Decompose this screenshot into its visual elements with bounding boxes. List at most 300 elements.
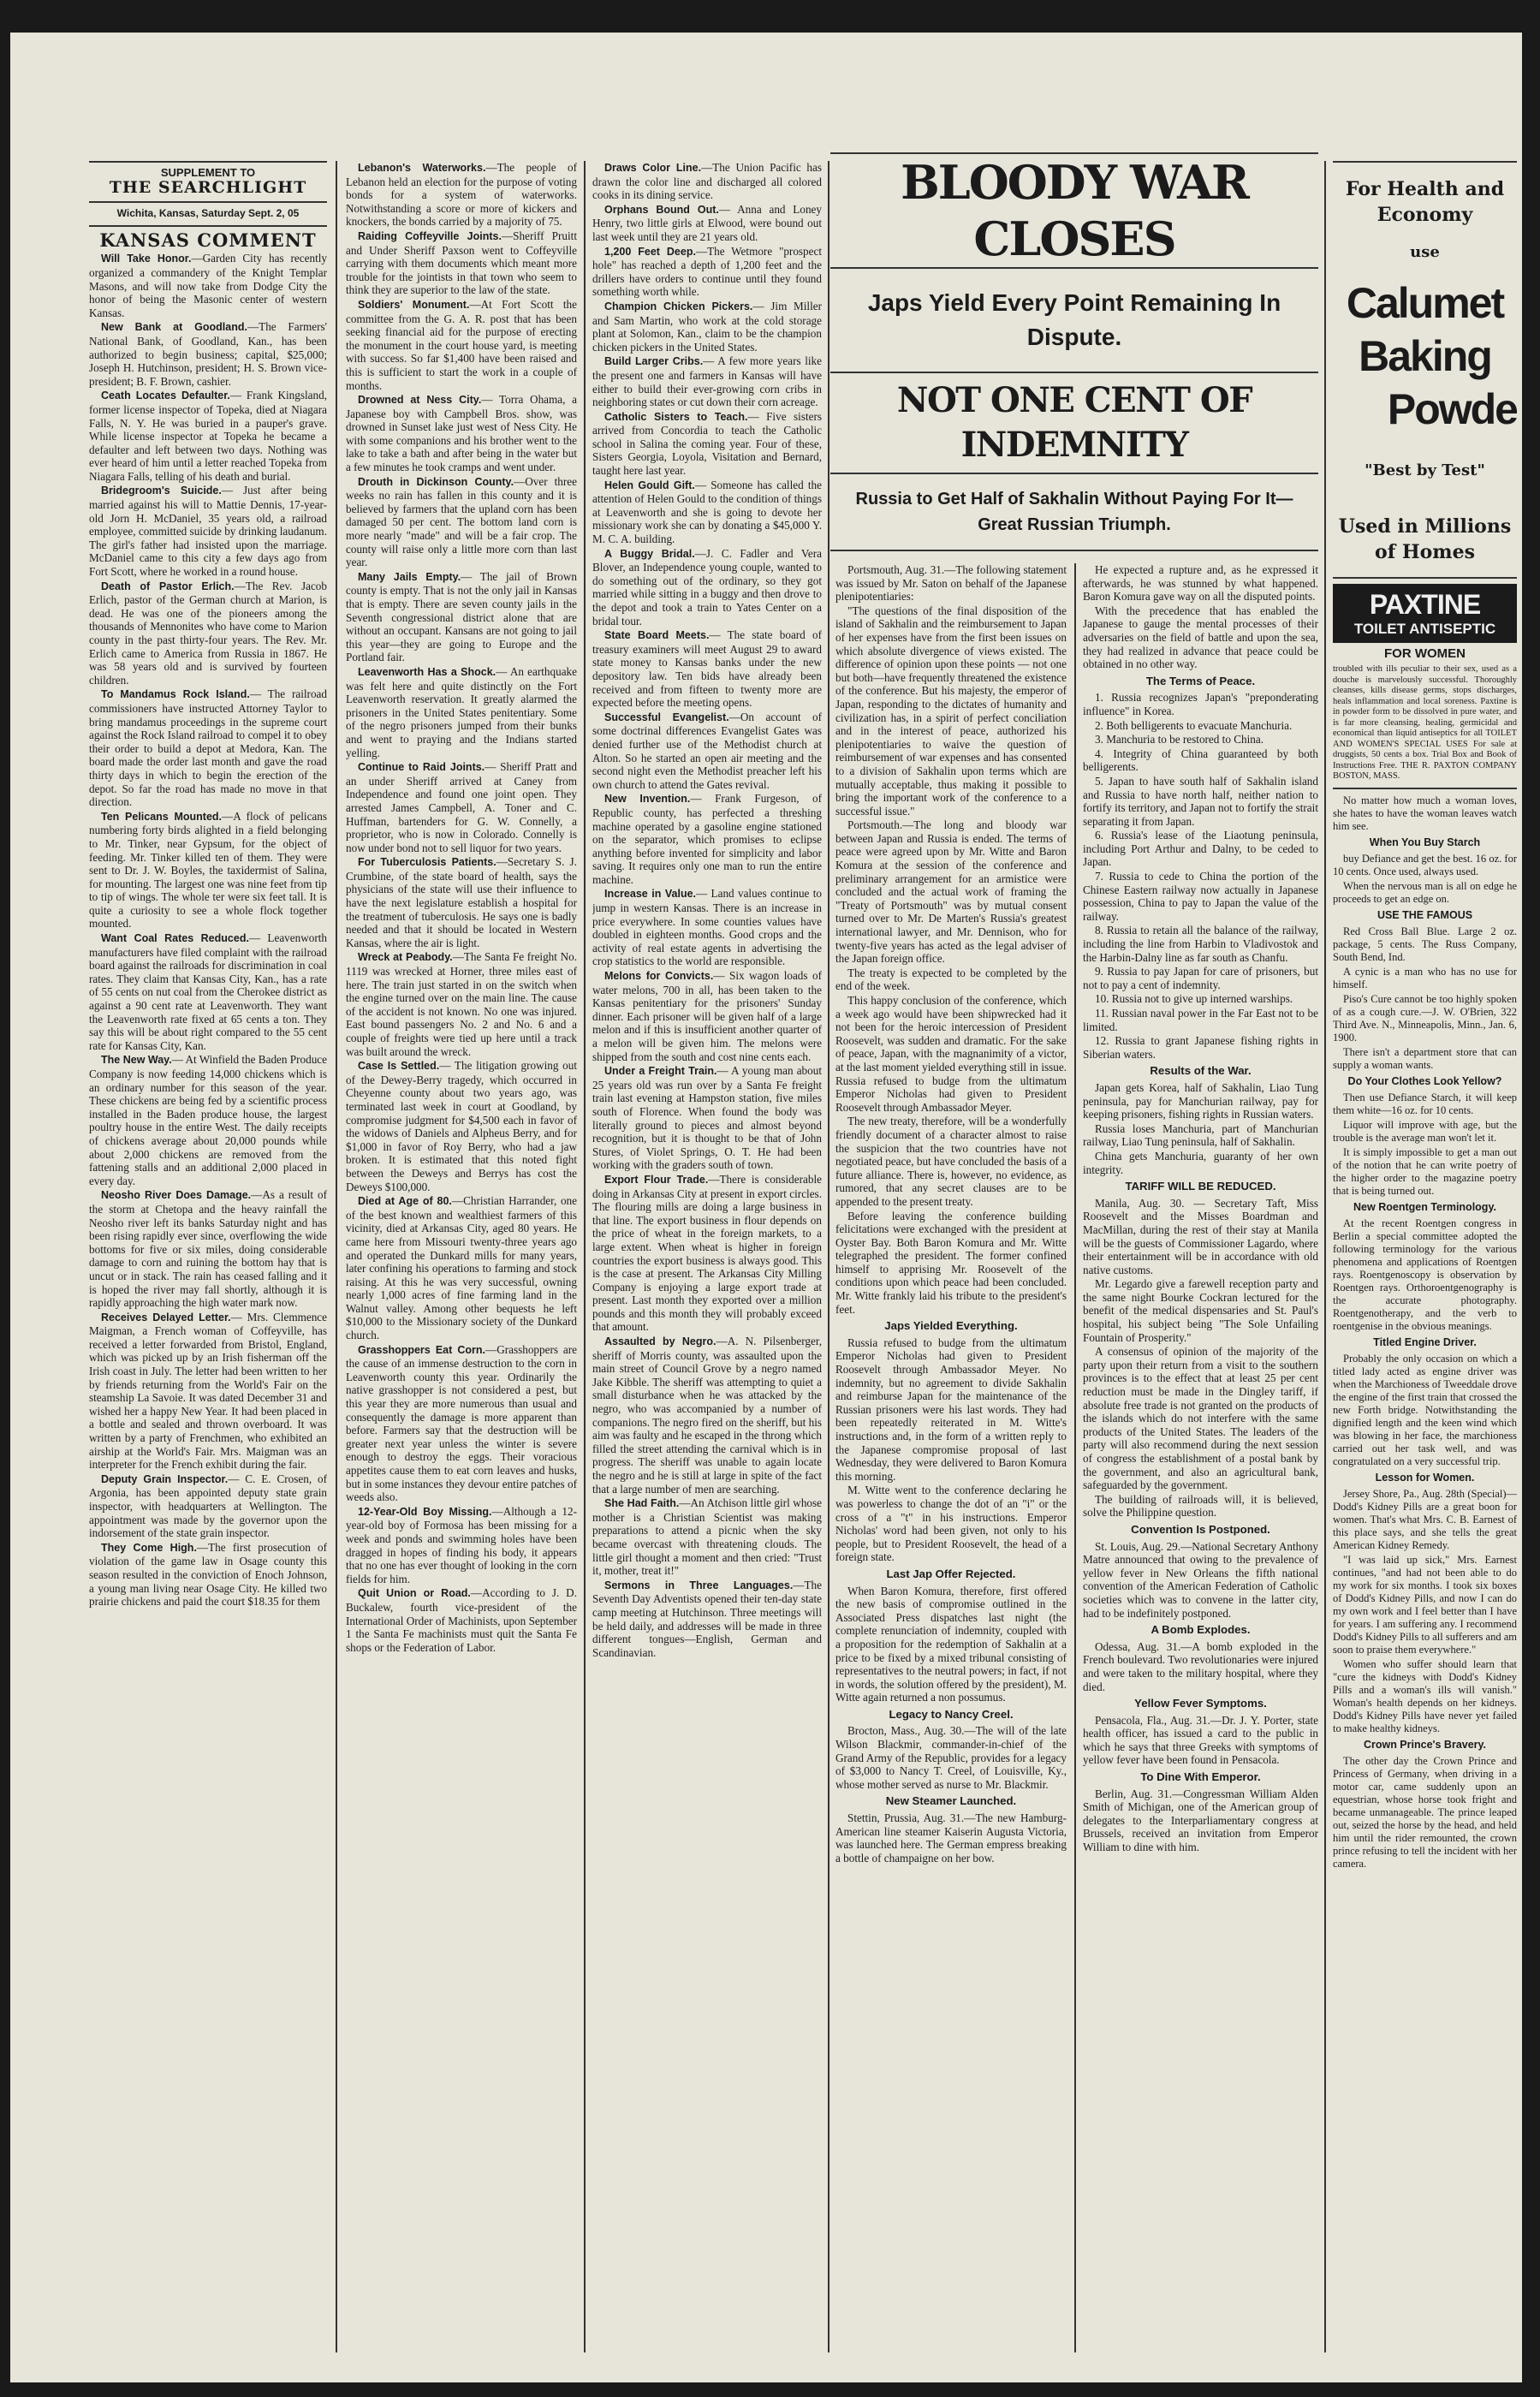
article-subhead: Crown Prince's Bravery. xyxy=(1363,1738,1487,1751)
article-paragraph xyxy=(592,711,822,792)
article-subhead: Japs Yielded Everything. xyxy=(884,1319,1018,1333)
article-body: 3. Manchuria to be restored to China. xyxy=(1095,733,1264,746)
article-subhead: New Roentgen Terminology. xyxy=(1353,1200,1496,1213)
paxtine-text: troubled with ills peculiar to their sex, used as a douche is marvelously successful. Thoroughly cleanses, kills disease germs, stops discharges, heals inflammation and local soreness. Paxtine is in powder form to be dissolved in pure water, and is far more cleansing, healing, germicidal and economical than liquid antiseptics for all TOILET AND WOMEN'S SPECIAL USES For sale at druggists, 50 cents a box. Trial Box and Book of Instructions Free. THE R. PAXTON COMPANY BOSTON, MASS. xyxy=(1333,664,1517,781)
article-paragraph xyxy=(89,931,327,1052)
article-body: Berlin, Aug. 31.—Congressman William Alden Smith of Michigan, one of the American group of delegates to the Interparliamentary congress at Brussels, received an invitation from Emperor William to dine with him. xyxy=(1083,1787,1318,1854)
article-body: — A few more years like the present one and farmers in Kansas will have either to build their ever-growing corn cribs in neighboring states or cut down their corn acreage. xyxy=(592,354,822,409)
article-body: —J. C. Fadler and Vera Blover, an Independence young couple, wanted to do something out of the ordinary, so they got married while sitting in a buggy and then drove to the depot and took a train to Yates Center on a bridal tour. xyxy=(592,546,822,628)
article-headline: Catholic Sisters to Teach. xyxy=(604,410,748,423)
article-headline: Assaulted by Negro. xyxy=(604,1335,716,1348)
article-headline: New Invention. xyxy=(604,793,691,806)
column-rule xyxy=(1074,563,1076,2352)
article-paragraph xyxy=(1083,992,1318,1006)
article-body: Liquor will improve with age, but the trouble is the average man won't let it. xyxy=(1333,1118,1517,1144)
article-body: — Mrs. Clemmence Maigman, a French woman of Coffeyville, has received a letter forwarded from Bristol, England, which was picked up by an Irish fisherman off the Irish coast in July. The letter had been written to her by friends returning from the World's Fair on the steamship La Savoie. It was dated December 31 and wished her a happy New Year. It had been placed in a bottle and sealed and thrown overboard. It was written by a party of Frenchmen, who exhibited an airship at the World's Fair. Mrs. Maigman was an interpreter for the French exhibit during the fair. xyxy=(89,1310,327,1472)
paxtine-ad xyxy=(1333,579,1517,789)
article-paragraph xyxy=(346,1059,577,1193)
article-body: — Sheriff Pratt and an under Sheriff arrived at Caney from Independence and found one joint open. They arrested James Campbell, A. Toner and C. Huffman, bartenders for G. W. Connelly, a proprietor, who is now in Colorado. Connelly is now under bond not to sell liquor for two years. xyxy=(346,760,577,854)
article-paragraph xyxy=(1083,829,1318,869)
article-body: Probably the only occasion on which a titled lady acted as engine driver was when the Marchioness of Tweeddale drove the engine of the first train that crossed the new Forth bridge. Notwithstanding the dignified length and the keen wind which was blowing in her face, the marchioness carried out her task well, and was congratulated on a very successful trip. xyxy=(1333,1352,1517,1467)
dateline: Wichita, Kansas, Saturday Sept. 2, 05 xyxy=(89,201,327,227)
article-paragraph xyxy=(835,1484,1067,1564)
article-paragraph xyxy=(89,484,327,578)
article-body: —The Farmers' National Bank, of Goodland, Kan., has been authorized to begin business; capital, $25,000; Joseph H. Hutchinson, president; H. S. Brown vice-president; B. F. Brown, cashier. xyxy=(89,320,327,388)
calumet-powder: Powde xyxy=(1387,385,1517,433)
article-paragraph xyxy=(346,1586,577,1654)
article-paragraph xyxy=(1083,1540,1318,1621)
article-subhead: Convention Is Postponed. xyxy=(1131,1522,1270,1536)
article-body: 9. Russia to pay Japan for care of prisoners, but not to pay a cent of indemnity. xyxy=(1083,965,1318,991)
article-paragraph xyxy=(89,1053,327,1187)
supplement-label: SUPPLEMENT TO xyxy=(89,161,327,180)
article-headline: 12-Year-Old Boy Missing. xyxy=(358,1505,492,1518)
article-headline: Receives Delayed Letter. xyxy=(101,1311,231,1323)
article-body: —The Union Pacific has drawn the color line and discharged all colored cooks in its dining service. xyxy=(592,161,822,202)
article-body: Mr. Legardo give a farewell reception party and the same night Bourke Cockran lectured for the benefit of the medical dispensaries and St. Paul's hospital, his subject being "The Sole Unfailing Fountain of Prosperity." xyxy=(1083,1277,1318,1344)
article-paragraph xyxy=(835,1724,1067,1791)
article-body: — Land values continue to jump in western Kansas. There is an increase in price everywhere. In some counties values have doubled in eighteen months. Good crops and the activity of real estate agents in advertising the crop statistics to the world are responsible. xyxy=(592,887,822,968)
article-body: "I was laid up sick," Mrs. Earnest continues, "and had not been able to do my work for six months. I took six boxes of Dodd's Kidney Pills, and now I can do my own work and I feel better than I have for years. I am suffering any. I recommend Dodd's Kidney Pills to all sufferers and am soon to praise them everywhere." xyxy=(1333,1553,1517,1656)
article-paragraph xyxy=(592,410,822,478)
article-body: Brocton, Mass., Aug. 30.—The will of the late Wilson Blackmir, commander-in-chief of the Grand Army of the Republic, provides for a legacy of $3,000 to Nancy T. Creel, of Louisville, Ky., whose mother served as nurse to Mr. Blackmir. xyxy=(835,1724,1067,1791)
article-paragraph xyxy=(835,994,1067,1114)
article-body: There isn't a department store that can supply a woman wants. xyxy=(1333,1045,1517,1071)
article-paragraph xyxy=(1083,1034,1318,1061)
article-body: — The railroad commissioners have instructed Attorney Taylor to bring mandamus proceedings in the supreme court against the Rock Island railroad to compel it to obey their order to build a depot at Medora, Kan. The board made the order last month and gave the road thirty days in which to begin the erection of the depot. So far the road has made no move in that direction. xyxy=(89,687,327,809)
article-paragraph xyxy=(1333,925,1517,964)
article-subhead: Lesson for Women. xyxy=(1375,1471,1475,1484)
article-paragraph xyxy=(1333,1119,1517,1145)
article-paragraph xyxy=(1083,733,1318,746)
article-paragraph xyxy=(346,229,577,297)
article-body: — Jim Miller and Sam Martin, who work at the cold storage plant at Solomon, Kan., claim to be the champion chicken pickers in the United States. xyxy=(592,299,822,354)
article-paragraph xyxy=(1333,1554,1517,1656)
article-paragraph xyxy=(89,320,327,388)
article-paragraph xyxy=(835,1210,1067,1317)
article-headline: Draws Color Line. xyxy=(604,162,702,174)
article-body: —Secretary S. J. Crumbine, of the state board of health, says the physicians of the state will use their influence to have the next legislature establish a hospital for the treatment of tuberculosis. He says one is badly needed and that it should be located in Western Kansas, where the air is light. xyxy=(346,855,577,949)
article-paragraph xyxy=(1083,965,1318,991)
article-paragraph xyxy=(592,628,822,710)
article-body: —Although a 12-year-old boy of Formosa has been missing for a week and ponds and swimming holes have been dragged in hopes of finding his body, it appears that no one has ever thought of looking in the corn fields for him. xyxy=(346,1504,577,1585)
article-paragraph xyxy=(346,665,577,759)
article-body: M. Witte went to the conference declaring he was powerless to change the dot of an "i" or the cross of a "t" in his instructions. Emperor Nicholas' word had been given, not only to his people, but to President Roosevelt, the head of a foreign state. xyxy=(835,1484,1067,1564)
article-headline: Export Flour Trade. xyxy=(604,1173,709,1186)
article-paragraph xyxy=(346,393,577,474)
article-paragraph xyxy=(592,203,822,244)
paxtine-brand: PAXTINE xyxy=(1369,589,1481,620)
article-paragraph xyxy=(1083,924,1318,964)
article-headline: Death of Pastor Erlich. xyxy=(101,580,235,592)
column-kansas-comment-2 xyxy=(346,161,577,2352)
article-body: — Five sisters arrived from Concordia to teach the Catholic school in Salina the coming year. Four of these, Sisters Georgia, Loyola, Visitation and Bernard, taught here last year. xyxy=(592,409,822,478)
article-paragraph xyxy=(1333,966,1517,991)
article-body: 12. Russia to grant Japanese fishing rights in Siberian waters. xyxy=(1083,1034,1318,1061)
article-paragraph xyxy=(1083,1150,1318,1176)
headline-indemnity: NOT ONE CENT OF INDEMNITY xyxy=(830,373,1318,474)
article-headline: They Come High. xyxy=(101,1541,197,1554)
article-body: — Frank Kingsland, former license inspector of Topeka, died at Niagara Falls, N. Y. He was buried in a pauper's grave. While license inspector at Topeka he became a defaulter and left between two days. Nothing was ever heard of him until a letter reached Topeka from Niagara Falls, telling of his death and burial. xyxy=(89,389,327,483)
article-paragraph xyxy=(1083,747,1318,774)
article-body: —At Fort Scott the committee from the G. A. R. post that has been seeking financial aid for the purpose of erecting the monument in the court house yard, is meeting with success. So far $1,400 have been raised and this is sufficient to start the work in a couple of months. xyxy=(346,297,577,392)
article-paragraph xyxy=(592,1064,822,1172)
column-rule xyxy=(828,161,829,2352)
article-body: This happy conclusion of the conference, which a week ago would have been shipwrecked had it not been for the heroic intercession of President Roosevelt, was sudden and dramatic. For the sake of peace, Japan, with the magnanimity of a victor, at the last moment yielded everything still in issue. Russia refused to budge from the ultimatum Emperor Nicholas had given to President Roosevelt through Ambassador Meyer. xyxy=(835,994,1067,1114)
article-body: —A flock of pelicans numbering forty birds alighted in a field belonging to Mr. Tinker, near Gypsum, for the object of feeding. Mr. Tinker killed ten of them. They were sent to Dr. J. W. Boyles, the taxidermist of Salina, for mounting. The largest one was nine feet from tip to tip of wings. The whole ter were six feet tall. It is quite a curiosity to see a whole flock together mounted. xyxy=(89,809,327,931)
article-headline: Bridegroom's Suicide. xyxy=(101,485,222,497)
article-headline: New Bank at Goodland. xyxy=(101,321,247,334)
article-paragraph xyxy=(89,687,327,808)
section-title: KANSAS COMMENT xyxy=(99,229,317,251)
deck-japs-yield: Japs Yield Every Point Remaining In Dispute. xyxy=(830,269,1318,373)
article-body: Jersey Shore, Pa., Aug. 28th (Special)—Dodd's Kidney Pills are a great boon for women. That's what Mrs. C. B. Earnest of this place says, and she tells the great American Kidney Remedy. xyxy=(1333,1487,1517,1551)
article-paragraph xyxy=(346,1343,577,1504)
article-paragraph xyxy=(1083,1640,1318,1693)
article-paragraph xyxy=(1083,691,1318,717)
article-paragraph xyxy=(346,475,577,569)
article-headline: She Had Faith. xyxy=(604,1497,680,1510)
article-body: — An earthquake was felt here and quite distinctly on the Fort Leavenworth reservation. It greatly alarmed the prisoners in the United States penitentiary. Some of the negro prisoners jumped from their bunks and went to praying and the Indians started yelling. xyxy=(346,664,577,759)
article-subhead: Titled Engine Driver. xyxy=(1373,1335,1477,1348)
article-paragraph xyxy=(1333,880,1517,906)
article-body: Then use Defiance Starch, it will keep them white—16 oz. for 10 cents. xyxy=(1333,1091,1517,1116)
article-body: —Sheriff Pruitt and Under Sheriff Paxson went to Coffeyville carrying with them documents which meant more trouble for the jointists in that town who seem to think they are superior to the law of the state. xyxy=(346,229,577,297)
article-paragraph xyxy=(592,969,822,1063)
calumet-best: "Best by Test" xyxy=(1365,461,1485,479)
article-body: —Christian Harrander, one of the best known and wealthiest farmers of this vicinity, died at Arkansas City, aged 80 years. He came here from Missouri twenty-three years ago and operated the Dunkard mills for many years, later confining his operations to farming and stock raising. At this he was very successful, owning nearly 1,000 acres of fine farming land in the Walnut valley. Among other bequests he left $10,000 to the Missionary society of the Dunkard church. xyxy=(346,1194,577,1342)
article-subhead: New Steamer Launched. xyxy=(885,1794,1017,1808)
article-body: It is simply impossible to get a man out of the notion that he can write poetry of the higher order to the magazine poetry that is being turned out. xyxy=(1333,1145,1517,1197)
article-subhead: To Dine With Emperor. xyxy=(1140,1770,1261,1784)
article-subhead: When You Buy Starch xyxy=(1369,836,1481,848)
article-body: Odessa, Aug. 31.—A bomb exploded in the French boulevard. Two revolutionaries were injured and were taken to the military hospital, where they died. xyxy=(1083,1639,1318,1693)
article-headline: Died at Age of 80. xyxy=(358,1195,452,1208)
article-headline: Continue to Raid Joints. xyxy=(358,761,485,774)
article-body: — Someone has called the attention of Helen Gould to the condition of things at Leavenworth and she is going to devote her missionary work she can by donating a $45,000 Y. M. C. A. building. xyxy=(592,478,822,546)
article-headline: Successful Evangelist. xyxy=(604,711,729,723)
article-paragraph xyxy=(89,580,327,687)
article-headline: Soldiers' Monument. xyxy=(358,298,470,311)
article-headline: Neosho River Does Damage. xyxy=(101,1189,252,1202)
calumet-baking: Baking xyxy=(1359,332,1491,380)
column-war-1 xyxy=(835,563,1067,2352)
article-paragraph xyxy=(1083,1197,1318,1277)
article-body: Pensacola, Fla., Aug. 31.—Dr. J. Y. Porter, state health officer, has issued a card to the public in which he says that three Greeks with symptoms of yellow fever have been found in Pensacola. xyxy=(1083,1713,1318,1767)
article-headline: State Board Meets. xyxy=(604,629,710,642)
article-body: 11. Russian naval power in the Far East not to be limited. xyxy=(1083,1007,1318,1033)
article-body: Japan gets Korea, half of Sakhalin, Liao Tung peninsula, pay for Manchurian railway, pay for keeping prisoners, fishing rights in Russian waters. xyxy=(1083,1080,1318,1121)
article-paragraph xyxy=(592,792,822,886)
article-subhead: Legacy to Nancy Creel. xyxy=(889,1707,1014,1721)
article-body: —Grasshoppers are the cause of an immense destruction to the corn in Leavenworth county this year. Ordinarily the native grasshopper is not considered a pest, but this year they are more numerous than usual and consequently the damage is more apparent than before. Farmers say that the destruction will be greater next year unless the winter is severe enough to destroy the eggs. Their voracious appetites cause them to eat corn leaves and husks, but in some instances they devour entire patches of weeds also. xyxy=(346,1342,577,1504)
article-body: —An Atchison little girl whose mother is a Christian Scientist was making preparations to attend a picnic when the sky became overcast with threatening clouds. The little girl thought a moment and then cried: "Trust it, mother, treat it!" xyxy=(592,1496,822,1578)
article-paragraph xyxy=(835,604,1067,818)
article-paragraph xyxy=(1083,719,1318,733)
article-headline: Build Larger Cribs. xyxy=(604,355,704,368)
article-paragraph xyxy=(592,1496,822,1578)
article-body: —The first prosecution of violation of the game law in Osage county this season resulted in the conviction of Enoch Johnson, a young man living near Osage City. He killed two prairie chickens and paid the court $18.35 for them xyxy=(89,1540,327,1609)
article-paragraph xyxy=(592,354,822,408)
article-paragraph xyxy=(1083,1493,1318,1520)
article-body: —The Santa Fe freight No. 1119 was wrecked at Horner, three miles east of here. The train just started in on the switch when the engine turned over on the main line. The cause of the accident is not known. No one was injured. East bound passengers No. 2 and No. 6 and a couple of freights were tied up here until a track was built around the wreck. xyxy=(346,950,577,1058)
article-body: — Frank Furgeson, of Republic county, has perfected a threshing machine operated by a gasoline engine stationed on the separator, which promises to eclipse anything before invented for simplicity and labor saving. It requires only one man to run the entire machine. xyxy=(592,792,822,886)
article-body: —As a result of the storm at Chetopa and the heavy rainfall the Neosho river left its banks Saturday night and has been rising rapidly ever since, overflowing the wide bottoms for five or six miles, doing considerable damage to corn and ruining the bottom hay that is uncut or in stack. The rain has ceased falling and it is hoped the river may fall shortly, although it is rapidly approaching the high water mark now. xyxy=(89,1188,327,1310)
article-body: A consensus of opinion of the majority of the party upon their return from a visit to the southern provinces is to the effect that at least 25 per cent reduction must be made in the Dingley tariff, if absolute free trade is not granted on the products of the islands which do not interfere with the same products of the United States. The leaders of the party will also recommend during the next session of congress the establishment of a postal bank by the government, and also an agricultural bank, safeguarded by the government. xyxy=(1083,1345,1318,1492)
article-headline: To Mandamus Rock Island. xyxy=(101,688,250,701)
article-paragraph xyxy=(835,1115,1067,1208)
article-paragraph xyxy=(1333,794,1517,833)
column-rule xyxy=(336,161,337,2352)
article-body: 7. Russia to cede to China the portion of the Chinese Eastern railway now actually in Japanese possession, China to pay to Japan the value of the railway. xyxy=(1083,870,1318,923)
article-body: 2. Both belligerents to evacuate Manchuria. xyxy=(1095,718,1293,732)
article-paragraph xyxy=(1083,563,1318,604)
article-paragraph xyxy=(1083,1714,1318,1767)
article-headline: Under a Freight Train. xyxy=(604,1065,717,1078)
article-headline: The New Way. xyxy=(101,1054,172,1067)
article-body: —There is considerable doing in Arkansas City at present in export circles. The flouring mills are doing a large business in that line. The export business in flour depends on the price of wheat in the foreign markets, to a large extent. When wheat is higher in foreign countries the export business is always good. This is the case at present. The Arkansas City Milling Company is enjoying a large export trade at present. Last month they exported over a million pounds and this month they will probably exceed that amount. xyxy=(592,1172,822,1334)
article-paragraph xyxy=(89,1472,327,1540)
calumet-use: use xyxy=(1410,243,1440,261)
article-paragraph xyxy=(346,855,577,949)
col2-articles xyxy=(346,161,577,1654)
article-body: —On account of some doctrinal differences Evangelist Gates was denied further use of the Methodist church at Alton. So he started an open air meeting and the second night even the Methodist preacher left his own church to attend the Gates revival. xyxy=(592,710,822,791)
article-body: —Garden City has recently organized a commandery of the Knight Templar Masons, and will now take from Dodge City the honor of being the Masonic center of western Kansas. xyxy=(89,252,327,319)
article-body: 4. Integrity of China guaranteed by both belligerents. xyxy=(1083,746,1318,774)
article-body: Before leaving the conference building felicitations were exchanged with the president at Oyster Bay. Both Baron Komura and Mr. Witte telegraphed the president. The former confined himself to apprising Mr. Roosevelt of the conditions upon which peace had been concluded. Mr. Witte frankly laid his tribute to the president's feet. xyxy=(835,1209,1067,1316)
article-paragraph xyxy=(1333,853,1517,878)
article-body: —A. N. Pilsenberger, sheriff of Morris county, was assaulted upon the main street of Council Grove by a negro named Jake Kibble. The sheriff was attempting to quiet a small disturbance when he was attacked by the negro, who was accompanied by a number of companions. The negro fired on the sheriff, but his aim was faulty and he escaped in the throng which filled the street attending the carnival which is in progress. The sheriff was unable to again locate the negro and he is still at large in spite of the fact that a large number of men are searching. xyxy=(592,1335,822,1496)
article-subhead: A Bomb Explodes. xyxy=(1151,1623,1251,1637)
article-headline: Raiding Coffeyville Joints. xyxy=(358,229,502,242)
article-body: With the precedence that has enabled the Japanese to gauge the mental processes of their adversaries on the field of battle and upon the sea, they had realized in advance that peace could be obtained in no other way. xyxy=(1083,604,1318,671)
article-paragraph xyxy=(592,1579,822,1660)
paxtine-sub: TOILET ANTISEPTIC xyxy=(1353,621,1496,637)
column-kansas-comment-3 xyxy=(592,161,822,2352)
article-headline: For Tuberculosis Patients. xyxy=(358,856,496,869)
article-body: 6. Russia's lease of the Liaotung peninsula, including Port Arthur and Dalny, to be ceded to Japan. xyxy=(1083,829,1318,869)
article-headline: Grasshoppers Eat Corn. xyxy=(358,1343,486,1356)
article-body: The new treaty, therefore, will be a wonderfully friendly document of a character almost to raise the suspicion that the two countries have not negotiated peace, but have concluded the basis of a future alliance. There is, however, no evidence, as rumored, that any secret clauses are to be appended to the present treaty. xyxy=(835,1115,1067,1208)
article-headline: Helen Gould Gift. xyxy=(604,479,695,491)
article-paragraph xyxy=(1333,1217,1517,1333)
article-body: 1. Russia recognizes Japan's "preponderating influence" in Korea. xyxy=(1083,691,1318,717)
paxtine-for: FOR WOMEN xyxy=(1384,646,1466,661)
article-paragraph xyxy=(835,1585,1067,1704)
article-paragraph xyxy=(835,1811,1067,1865)
article-paragraph xyxy=(592,300,822,354)
article-body: He expected a rupture and, as he expressed it afterwards, he was stunned by what happened. Baron Komura gave way on all the disputed points. xyxy=(1083,563,1318,604)
article-body: 5. Japan to have south half of Sakhalin island and Russia to have north half, neither nation to fortify its territory, and Japan not to fortify the strait separating it from Japan. xyxy=(1083,774,1318,828)
article-body: The building of railroads will, it is believed, solve the Philippine question. xyxy=(1083,1492,1318,1520)
article-headline: Ten Pelicans Mounted. xyxy=(101,810,223,823)
advertising-column xyxy=(1333,161,1517,2352)
article-body: buy Defiance and get the best. 16 oz. for 10 cents. Once used, always used. xyxy=(1333,852,1517,877)
article-body: — A young man about 25 years old was run over by a Santa Fe freight train last evening at Hampston station, five miles south of Florence. When found the body was literally ground to pieces and almost beyond recognition, but it is thought to be that of John Stures, of Violet Springs, O. T. He had been working with the graders south of town. xyxy=(592,1064,822,1172)
article-body: — Leavenworth manufacturers have filed complaint with the railroad board against the railroads for discrimination in coal rates. They claim that Kansas City, Kan., has a rate of 55 cents on nut coal from the Cherokee district as against a 90 cent rate at Leavenworth. They want the Leavenworth rate fixed at 65 cents a ton. They say this will be about right compared to the 55 cent rate for Kansas City, Kan. xyxy=(89,931,327,1052)
article-paragraph xyxy=(835,563,1067,604)
article-paragraph xyxy=(1083,1122,1318,1149)
article-body: The treaty is expected to be completed by the end of the week. xyxy=(835,966,1067,993)
article-body: — At Winfield the Baden Produce Company is now feeding 14,000 chickens which is an ordinary number for this season of the year. These chickens are being fed by a scientific process installed in the Baden produce house, the largest poultry house in the entire West. The daily receipts of chickens average about 20,000 pounds while about 2,000 chickens are removed from the fattening stalls and an additional 2,000 placed in every day. xyxy=(89,1053,327,1187)
deck-sakhalin: Russia to Get Half of Sakhalin Without Paying For It—Great Russian Triumph. xyxy=(830,474,1318,551)
article-body: — C. E. Crosen, of Argonia, has been appointed deputy state grain inspector, with headquarters at Wellington. The appointment was made by the governor upon the indorsement of the state grain inspector. xyxy=(89,1472,327,1540)
article-paragraph xyxy=(89,810,327,931)
war-headline-block xyxy=(830,152,1318,551)
article-headline: Increase in Value. xyxy=(604,888,697,901)
article-paragraph xyxy=(1083,1787,1318,1854)
article-headline: Sermons in Three Languages. xyxy=(604,1579,794,1591)
article-body: —According to J. D. Buckalew, fourth vice-president of the International Order of Machinists, upon September 1 the Santa Fe machinists must quit the Santa Fe shops or the Federation of Labor. xyxy=(346,1586,577,1654)
article-paragraph xyxy=(592,161,822,202)
article-body: St. Louis, Aug. 29.—National Secretary Anthony Matre announced that owing to the prevalence of yellow fever in New Orleans the fifth national convention of the American Federation of Catholic societies which was to convene in the latter city, had to be indefinitely postponed. xyxy=(1083,1539,1318,1620)
article-body: —The Rev. Jacob Erlich, pastor of the German church at Marion, is dead. He was one of the pioneers among the thousands of Mennonites who have come to Marion county in the past thirty-four years. The Rev. Mr. Erlich came to America from Russia in 1867. He was 58 years old and is survived by fourteen children. xyxy=(89,579,327,687)
article-paragraph xyxy=(1333,1488,1517,1552)
article-paragraph xyxy=(346,1194,577,1342)
article-body: — The jail of Brown county is empty. That is not the only jail in Kansas that is empty. There are seven county jails in the Seventh congressional district alone that are without an occupant. Kansans are not going to jail this year—they are going to Europe and the Portland fair. xyxy=(346,569,577,664)
article-paragraph xyxy=(346,298,577,392)
article-paragraph xyxy=(89,1541,327,1609)
article-paragraph xyxy=(592,1173,822,1334)
article-paragraph xyxy=(1083,775,1318,828)
article-paragraph xyxy=(592,1335,822,1496)
article-paragraph xyxy=(1333,1146,1517,1198)
article-body: — Six wagon loads of water melons, 700 in all, has been taken to the Kansas penitentiary for the prisoners' Sunday dinner. Each prisoner will be given half of a large melon and if this is insufficient another quarter of a melon will be given him. The melons were shipped from the south and cost nine cents each. xyxy=(592,969,822,1063)
article-paragraph xyxy=(89,1311,327,1472)
article-paragraph xyxy=(592,547,822,628)
paper-name: THE SEARCHLIGHT xyxy=(109,177,307,197)
article-paragraph xyxy=(1333,1046,1517,1072)
article-paragraph xyxy=(835,967,1067,993)
column-rule xyxy=(584,161,586,2352)
calumet-used: Used in Millions of Homes xyxy=(1338,515,1512,563)
article-body: —The Seventh Day Adventists opened their ten-day state camp meeting at Hutchinson. Three meetings will be held daily, and addresses will be made in three different tongues—English, German and Scandinavian. xyxy=(592,1578,822,1659)
article-paragraph xyxy=(592,479,822,546)
calumet-ad xyxy=(1333,161,1517,579)
article-paragraph xyxy=(346,570,577,664)
article-headline: Champion Chicken Pickers. xyxy=(604,300,753,312)
article-paragraph xyxy=(1333,993,1517,1044)
article-paragraph xyxy=(835,1336,1067,1484)
article-headline: Lebanon's Waterworks. xyxy=(358,162,486,174)
article-subhead: TARIFF WILL BE REDUCED. xyxy=(1125,1180,1276,1193)
column-rule xyxy=(1324,161,1326,2352)
article-body: Red Cross Ball Blue. Large 2 oz. package, 5 cents. The Russ Company, South Bend, Ind. xyxy=(1333,925,1517,963)
calumet-brand: Calumet xyxy=(1346,279,1504,327)
article-body: — The litigation growing out of the Dewey-Berry tragedy, which occurred in Cheyenne county about two years ago, was terminated last week in court at Goodland, by compromise judgment for $4,500 each in favor of the widows of Daniels and Alpheus Berry, and for $1,000 in favor of Roy Berry, who had a jaw broken. It is estimated that this noted fight between the Deweys and Berrys has cost the Deweys $100,000. xyxy=(346,1059,577,1193)
article-body: Stettin, Prussia, Aug. 31.—The new Hamburg-American line steamer Kaiserin Augusta Victoria, was launched here. The German empress breaking a bottle of champaigne on her bow. xyxy=(835,1811,1067,1865)
col3-articles xyxy=(592,161,822,1659)
article-body: —The people of Lebanon held an election for the purpose of voting bonds for a system of waterworks. Notwithstanding a score or more of kickers and knockers, the bonds carried by a majority of 75. xyxy=(346,161,577,229)
article-body: Piso's Cure cannot be too highly spoken of as a cough cure.—J. W. O'Brien, 322 Third Ave. N., Minneapolis, Minn., Jan. 6, 1900. xyxy=(1333,992,1517,1044)
column-war-2 xyxy=(1083,563,1318,2352)
article-paragraph xyxy=(1333,1658,1517,1735)
article-body: At the recent Roentgen congress in Berlin a special committee adopted the following terminology for the various phenomena and applications of Roentgen rays. Roentgenoscopy is observation by Roentgen rays. Orthoroentgenography is the accurate photography. Roentgenotherapy, and the verb to roentgenise in the obvious meanings. xyxy=(1333,1216,1517,1332)
article-body: A cynic is a man who has no use for himself. xyxy=(1333,965,1517,990)
article-headline: Drowned at Ness City. xyxy=(358,394,482,407)
article-body: —Over three weeks no rain has fallen in this county and it is believed by farmers that the upland corn has been damaged 50 per cent. The bottom land corn is more nearly "made" and will be a fair crop. The county will raise only a little more corn than last year. xyxy=(346,474,577,569)
article-body: "The questions of the final disposition of the island of Sakhalin and the reimbursement to Japan of her expenses have from the first been issues on which absolute divergence of views existed. The difference of opinion upon these points — not one but both—have frequently threatened the existence of the conference. But his majesty, the emperor of Japan, responding to the dictates of humanity and civilization has, in a spirit of perfect conciliation and in the interest of peace, authorized his plenipotentiaries to waive the question of reimbursement of war expenses and has consented to a division of Sakhalin upon terms which are mutually acceptable, thus making it possible to bring the important work of the conference to a successful issue." xyxy=(835,604,1067,818)
article-paragraph xyxy=(1333,1091,1517,1117)
article-body: Russia loses Manchuria, part of Manchurian railway, Liao Tung peninsula, half of Sakhalin. xyxy=(1083,1121,1318,1149)
article-body: No matter how much a woman loves, she hates to have the woman leaves watch him see. xyxy=(1333,794,1517,832)
headline-bloody-war: BLOODY WAR CLOSES xyxy=(830,154,1318,269)
article-paragraph xyxy=(89,252,327,319)
article-headline: Ceath Locates Defaulter. xyxy=(101,390,230,402)
article-paragraph xyxy=(89,389,327,483)
article-paragraph xyxy=(1083,1081,1318,1121)
article-subhead: The Terms of Peace. xyxy=(1145,674,1256,687)
article-paragraph xyxy=(346,1505,577,1586)
article-headline: Drouth in Dickinson County. xyxy=(358,475,514,488)
article-paragraph xyxy=(1083,1277,1318,1344)
article-body: — Torra Ohama, a Japanese boy with Campbell Bros. show, was drowned in Sunset lake just west of Ness City. He with some companions and his brother went to the lake to take a bath and after being in the water but a few minutes he took cramps and went under. xyxy=(346,393,577,474)
article-body: 10. Russia not to give up interned warships. xyxy=(1095,992,1293,1006)
article-paragraph xyxy=(346,760,577,854)
article-body: — Anna and Loney Henry, two little girls at Elwood, were bound out last week until they are 21 years old. xyxy=(592,202,822,243)
article-headline: A Buggy Bridal. xyxy=(604,547,695,560)
article-paragraph xyxy=(1333,1353,1517,1468)
article-paragraph xyxy=(592,887,822,968)
article-subhead: USE THE FAMOUS xyxy=(1376,908,1473,921)
article-body: — The state board of treasury examiners will meet August 29 to award state money to Kansas banks under the new depository law. Ten bids have already been received and from fifteen to twenty more are expected before the meeting opens. xyxy=(592,628,822,710)
newspaper-page xyxy=(10,33,1522,2382)
col4-articles xyxy=(835,563,1067,1865)
paxtine-logo xyxy=(1333,584,1517,643)
article-body: Russia refused to budge from the ultimatum Emperor Nicholas had given to President Roosevelt through Ambassador Meyer. No indemnity, but no agreement to divide Sakhalin and reimburse Japan for the maintenance of the Russian prisoners were his last words. They had been repeatedly reiterated in M. Witte's instructions and, in the form of a written reply to the Japanese compromise proposal of last Wednesday, they were delivered to Baron Komura this morning. xyxy=(835,1335,1067,1483)
article-paragraph xyxy=(1083,1007,1318,1033)
article-body: 8. Russia to retain all the balance of the railway, including the line from Harbin to Vladivostok and the Harbin-Dalny line as far south as Chanfu. xyxy=(1083,924,1318,964)
article-headline: Want Coal Rates Reduced. xyxy=(101,932,249,945)
article-subhead: Do Your Clothes Look Yellow? xyxy=(1347,1074,1502,1087)
article-headline: Case Is Settled. xyxy=(358,1060,440,1073)
col6-items xyxy=(1333,794,1517,1871)
article-headline: 1,200 Feet Deep. xyxy=(604,245,696,258)
article-body: China gets Manchuria, guaranty of her own integrity. xyxy=(1083,1149,1318,1176)
col1-articles xyxy=(89,252,327,1608)
article-body: — Just after being married against his will to Mattie Dennis, 17-year-old Jorn H. McDaniel, 35 years old, a railroad employee, committed suicide by drinking laudanum. The girl's father had insisted upon the marriage. McDaniel came to this city a few days ago from Fort Scott, where he worked in a round house. xyxy=(89,484,327,579)
article-subhead: Yellow Fever Symptoms. xyxy=(1134,1697,1267,1710)
article-paragraph xyxy=(592,245,822,299)
article-body: Women who suffer should learn that "cure the kidneys with Dodd's Kidney Pills and a woman's ills will vanish." Woman's health depends on her kidneys. Dodd's Kidney Pills have never yet failed to make healthy kidneys. xyxy=(1333,1657,1517,1734)
article-headline: Will Take Honor. xyxy=(101,253,192,265)
article-subhead: Last Jap Offer Rejected. xyxy=(886,1567,1016,1580)
article-subhead: Results of the War. xyxy=(1150,1064,1252,1078)
article-body: —The Wetmore "prospect hole" has reached a depth of 1,200 feet and the drillers have orders to continue until they found something worth while. xyxy=(592,244,822,299)
calumet-tagline: For Health and Economy xyxy=(1345,178,1505,226)
article-body: Portsmouth, Aug. 31.—The following statement was issued by Mr. Saton on behalf of the Japanese plenipotentiaries: xyxy=(835,563,1067,604)
article-headline: Melons for Convicts. xyxy=(604,970,714,983)
article-headline: Quit Union or Road. xyxy=(358,1587,471,1600)
article-paragraph xyxy=(89,1188,327,1309)
article-headline: Leavenworth Has a Shock. xyxy=(358,665,496,678)
article-body: Manila, Aug. 30. — Secretary Taft, Miss Roosevelt and the Misses Boardman and MacMillan, during the rest of their stay at Manila will be the guests of Commissioner Lagardo, where their entertainment will be in accordance with old native customs. xyxy=(1083,1196,1318,1276)
article-body: When Baron Komura, therefore, first offered the new basis of compromise outlined in the Associated Press dispatches last night (the complete renunciation of indemnity, coupled with a proposition for the redemption of Sakhalin at a price to be fixed by a mixed tribunal consisting of representatives to the neutral powers; in fact, if not in words, the solution offered by the president), M. Witte again returned a non possumus. xyxy=(835,1584,1067,1704)
article-headline: Many Jails Empty. xyxy=(358,570,461,583)
article-headline: Deputy Grain Inspector. xyxy=(101,1472,229,1485)
article-paragraph xyxy=(346,161,577,229)
article-paragraph xyxy=(1083,1345,1318,1492)
article-body: The other day the Crown Prince and Princess of Germany, when driving in a motor car, came suddenly upon an equestrian, whose horse took fright and became unmanageable. The prince leaped out, seized the horse by the head, and held him until the rider remounted, the crown prince refusing to tell the incident with her camera. xyxy=(1333,1754,1517,1870)
article-paragraph xyxy=(835,818,1067,966)
article-paragraph xyxy=(1083,870,1318,923)
article-body: When the nervous man is all on edge he proceeds to get an edge on. xyxy=(1333,879,1517,905)
article-body: Portsmouth.—The long and bloody war between Japan and Russia is ended. The terms of peace were agreed upon by Mr. Witte and Baron Komura at the session of the conference and preliminary arrangement for an armistice were concluded and the actual work of framing the "Treaty of Portsmouth" was by mutual consent turned over to Mr. De Marten's Russia's greatest international lawyer, and Mr. Dennison, who for twenty-five years has acted as the legal adviser of the Japan foreign office. xyxy=(835,818,1067,966)
article-headline: Orphans Bound Out. xyxy=(604,203,719,216)
article-paragraph xyxy=(1333,1755,1517,1871)
article-headline: Wreck at Peabody. xyxy=(358,951,453,964)
col5-articles xyxy=(1083,563,1318,1854)
